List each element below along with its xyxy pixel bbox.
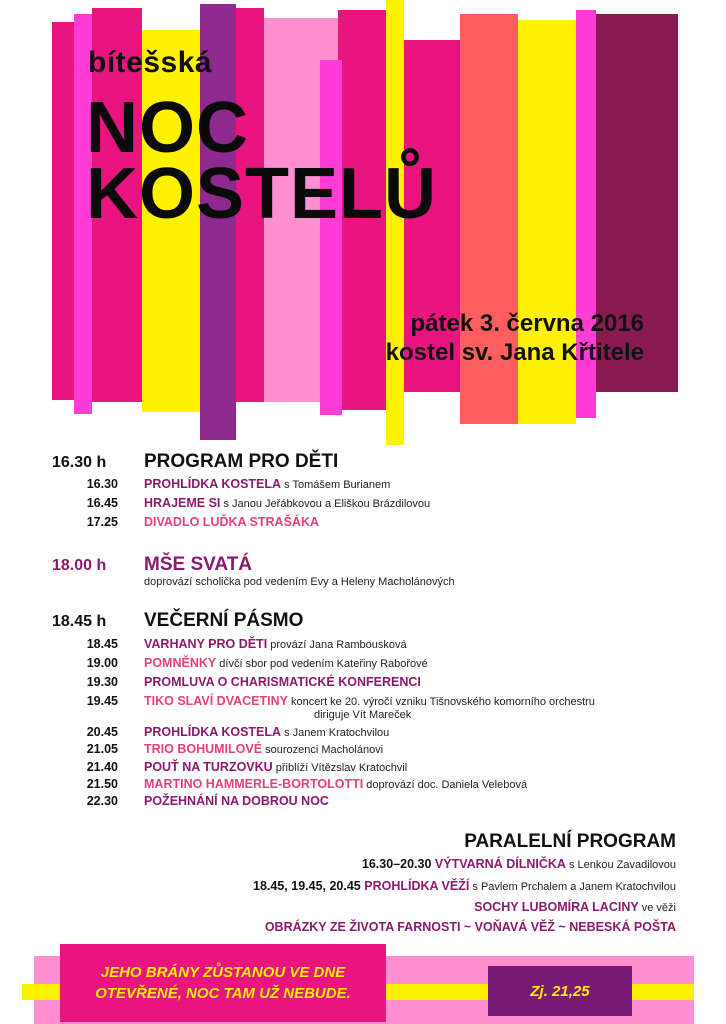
parallel-row [265,920,676,934]
parallel-row [362,857,676,871]
program-time: 21.50 [86,777,118,791]
section-time: 18.00 h [52,557,107,574]
program-description: dívčí sbor pod vedením Kateřiny Rabořové [216,658,428,670]
program-row [0,656,726,674]
parallel-program-title: PARALELNÍ PROGRAM [464,831,676,852]
parallel-description: s Pavlem Prchalem a Janem Kratochvilou [469,881,676,893]
program-text [144,694,595,708]
program-title: POŽEHNÁNÍ NA DOBROU NOC [144,794,329,808]
section-title: MŠE SVATÁ [144,554,253,575]
program-row [0,742,726,760]
program-description: s Janou Jeřábkovou a Eliškou Brázdilovou [220,498,431,510]
parallel-row [253,879,676,893]
parallel-row [474,900,676,914]
program-description: s Janem Kratochvilou [281,727,390,739]
program-title: MARTINO HAMMERLE-BORTOLOTTI [144,777,364,791]
bible-quote-line: JEHO BRÁNY ZŮSTANOU VE DNE [100,964,346,981]
program-description: provází Jana Rambousková [267,639,407,651]
program-description: diriguje Vít Mareček [314,709,412,721]
section-time: 18.45 h [52,613,107,630]
program-description: přiblíží Vítězslav Kratochvil [272,762,408,774]
program-title: TIKO SLAVÍ DVACETINY [144,694,288,708]
program-row [0,496,726,514]
section-title: PROGRAM PRO DĚTI [144,451,339,472]
parallel-title: SOCHY LUBOMÍRA LACINY [474,900,639,914]
program-time: 22.30 [86,794,118,808]
bible-quote-line: OTEVŘENÉ, NOC TAM UŽ NEBUDE. [95,985,351,1002]
program-row [0,760,726,778]
program-row [0,637,726,655]
program-time: 16.30 [86,477,118,491]
program-text [144,794,329,808]
program-text [144,637,407,651]
program-title: POUŤ NA TURZOVKU [144,760,273,774]
program-description: sourozenci Macholánovi [262,744,384,756]
bible-reference: Zj. 21,25 [488,966,632,1016]
parallel-description: s Lenkou Zavadilovou [565,859,676,871]
stripe [52,22,74,400]
program-row [0,777,726,795]
stripe [320,60,342,415]
program-row [0,725,726,743]
program-title: VARHANY PRO DĚTI [144,637,268,651]
bible-quote [60,944,386,1022]
program-text [144,656,428,670]
parallel-description: ve věži [638,902,676,914]
program-time: 20.45 [86,725,118,739]
program-title: PROHLÍDKA KOSTELA [144,477,282,491]
program-text [144,777,527,791]
program-description: s Tomášem Burianem [281,479,391,491]
program-text [144,515,319,529]
program-title: DIVADLO LUĎKA STRAŠÁKA [144,515,319,529]
header-small-title: bítešská [88,46,213,79]
program-title: POMNĚNKY [144,656,217,670]
parallel-time: 16.30–20.30 [361,857,435,871]
event-date: pátek 3. června 2016 [410,310,644,337]
parallel-title: VÝTVARNÁ DÍLNIČKA [434,857,566,871]
section-time: 16.30 h [52,454,107,471]
program-row [0,794,726,812]
program-description: koncert ke 20. výročí vzniku Tišnovského komorního orchestru [288,696,595,708]
program-time: 21.40 [86,760,118,774]
program-time: 19.45 [86,694,118,708]
parallel-time: 18.45, 19.45, 20.45 [253,879,365,893]
program-time: 17.25 [86,515,118,529]
event-place: kostel sv. Jana Křtitele [385,339,644,366]
program-text [144,477,390,491]
program-text [144,760,407,774]
header-title-line1: NOC [86,88,249,168]
program-title: PROHLÍDKA KOSTELA [144,725,282,739]
program-row [0,515,726,533]
section-description: doprovází scholička pod vedením Evy a Heleny Macholánových [144,576,455,588]
parallel-title: OBRÁZKY ZE ŽIVOTA FARNOSTI ~ VOŇAVÁ VĚŽ ~ NEBESKÁ POŠTA [264,920,676,934]
header-title-line2: KOSTELŮ [86,154,438,234]
program-row [0,675,726,693]
program-row [0,477,726,495]
program-time: 21.05 [86,742,118,756]
program-description: doprovází doc. Daniela Velebová [363,779,528,791]
program-time: 16.45 [86,496,118,510]
program-time: 19.00 [86,656,118,670]
program-text [144,675,421,689]
parallel-title: PROHLÍDKA VĚŽÍ [364,879,470,893]
program-text [144,496,430,510]
program-text [144,725,389,739]
program-time: 19.30 [86,675,118,689]
section-title: VEČERNÍ PÁSMO [144,610,304,631]
program-title: PROMLUVA O CHARISMATICKÉ KONFERENCI [144,675,421,689]
program-text [144,742,383,756]
program-time: 18.45 [86,637,118,651]
program-title: TRIO BOHUMILOVÉ [144,742,263,756]
program-title: HRAJEME SI [144,496,221,510]
